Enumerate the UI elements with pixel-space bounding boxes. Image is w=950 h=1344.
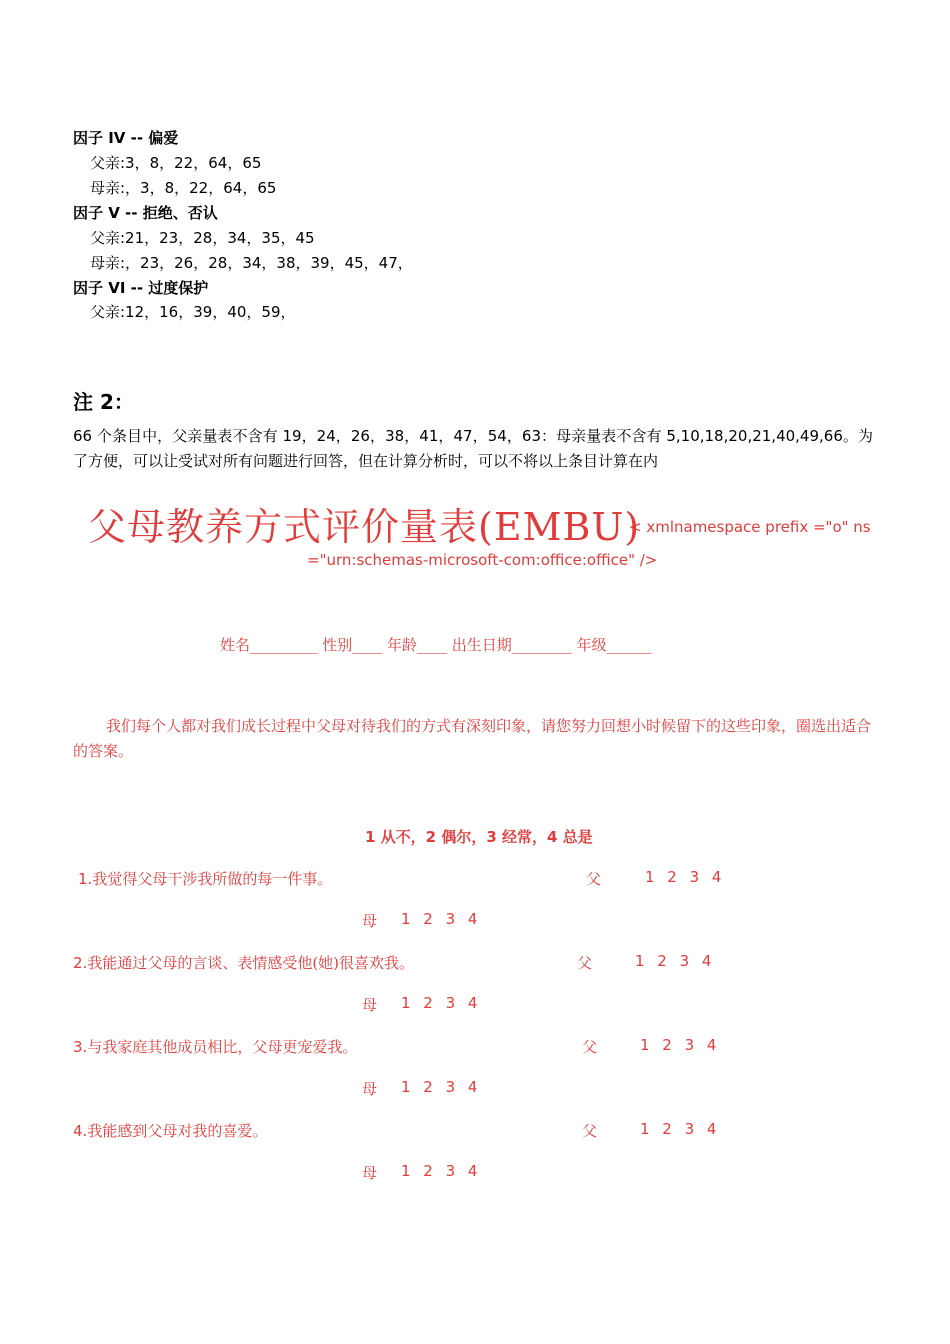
mother-label: 母 bbox=[362, 1164, 378, 1182]
question-text: 与我家庭其他成员相比，父母更宠爱我。 bbox=[87, 1038, 358, 1056]
namespace-line-2: ="urn:schemas-microsoft-com:office:office" /> bbox=[307, 551, 658, 569]
father-label: 父 bbox=[582, 1122, 598, 1140]
mother-label: 母 bbox=[362, 1080, 378, 1098]
question-number: 3. bbox=[73, 1038, 88, 1056]
mother-label: 母 bbox=[362, 912, 378, 930]
namespace-line-1: < xmlnamespace prefix ="o" ns bbox=[629, 518, 871, 536]
question-number: 1. bbox=[78, 870, 93, 888]
question-number: 2. bbox=[73, 954, 88, 972]
note-title: 注 2： bbox=[73, 390, 134, 414]
questionnaire-title: 父母教养方式评价量表(EMBU) bbox=[88, 505, 641, 549]
factor-iv-father: 父亲:3，8，22，64，65 bbox=[90, 154, 262, 172]
factor-vi-title: 因子 VI -- 过度保护 bbox=[73, 279, 209, 297]
mother-options-1[interactable]: 1 2 3 4 bbox=[401, 910, 482, 928]
father-label: 父 bbox=[582, 1038, 598, 1056]
factor-vi-father: 父亲:12，16，39，40，59， bbox=[90, 303, 296, 321]
factor-iv-mother: 母亲:，3，8，22，64，65 bbox=[90, 179, 277, 197]
question-2 bbox=[73, 952, 414, 973]
question-text: 我能通过父母的言谈、表情感受他(她)很喜欢我。 bbox=[87, 954, 415, 972]
intro-paragraph: 我们每个人都对我们成长过程中父母对待我们的方式有深刻印象，请您努力回想小时候留下的这些印象，圈选出适合的答案。 bbox=[73, 717, 872, 760]
mother-options-4[interactable]: 1 2 3 4 bbox=[401, 1162, 482, 1180]
question-text: 我觉得父母干涉我所做的每一件事。 bbox=[92, 870, 333, 888]
note-body: 66 个条目中，父亲量表不含有 19，24，26，38，41，47，54，63：母亲量表不含有 5,10,18,20,21,40,49,66。为了方便，可以让受试对所有问题进行回答，但在计算分析时，可以不将以上条目计算在内 bbox=[73, 427, 873, 470]
father-label: 父 bbox=[586, 870, 602, 888]
factor-v-title: 因子 V -- 拒绝、否认 bbox=[73, 204, 218, 222]
question-1 bbox=[78, 868, 332, 889]
question-3 bbox=[73, 1036, 357, 1057]
question-4 bbox=[73, 1120, 267, 1141]
question-number: 4. bbox=[73, 1122, 88, 1140]
factor-v-father: 父亲:21，23，28，34，35，45 bbox=[90, 229, 315, 247]
father-options-4[interactable]: 1 2 3 4 bbox=[640, 1120, 721, 1138]
father-options-3[interactable]: 1 2 3 4 bbox=[640, 1036, 721, 1054]
father-label: 父 bbox=[577, 954, 593, 972]
mother-options-2[interactable]: 1 2 3 4 bbox=[401, 994, 482, 1012]
form-fields: 姓名_________ 性别____ 年龄____ 出生日期________ 年级______ bbox=[220, 636, 652, 654]
rating-scale-legend: 1 从不，2 偶尔，3 经常，4 总是 bbox=[365, 828, 593, 846]
question-text: 我能感到父母对我的喜爱。 bbox=[87, 1122, 268, 1140]
factor-iv-title: 因子 IV -- 偏爱 bbox=[73, 129, 179, 147]
mother-options-3[interactable]: 1 2 3 4 bbox=[401, 1078, 482, 1096]
mother-label: 母 bbox=[362, 996, 378, 1014]
father-options-1[interactable]: 1 2 3 4 bbox=[645, 868, 726, 886]
factor-v-mother: 母亲:，23，26，28，34，38，39，45，47， bbox=[90, 254, 413, 272]
father-options-2[interactable]: 1 2 3 4 bbox=[635, 952, 716, 970]
